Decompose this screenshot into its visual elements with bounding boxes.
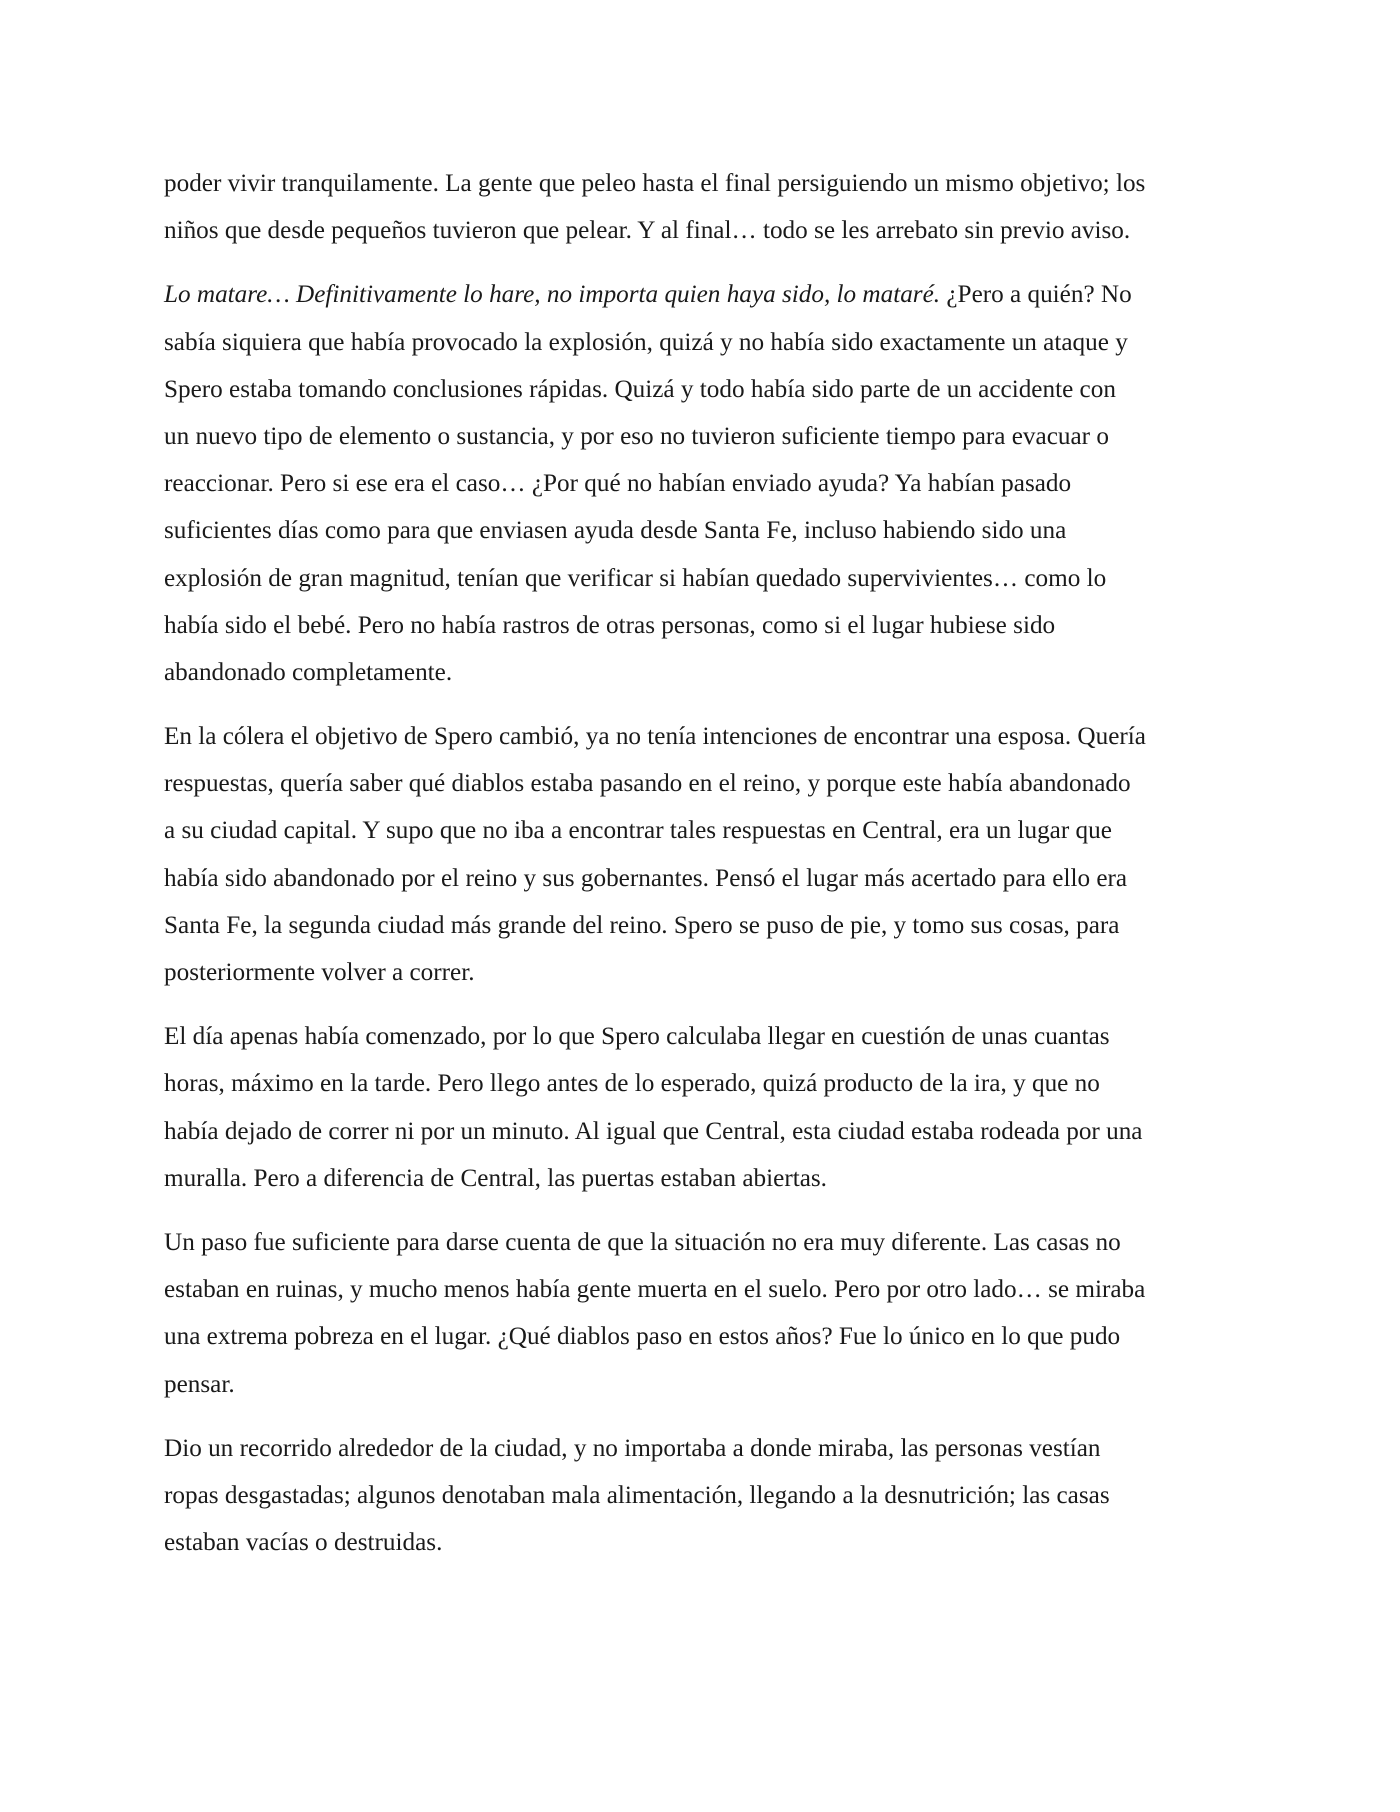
- text-line: Dio un recorrido alrededor de la ciudad, y no importaba a donde miraba, las personas vestían: [164, 1434, 1101, 1462]
- text-line: un nuevo tipo de elemento o sustancia, y por eso no tuvieron suficiente tiempo para evacuar o: [164, 422, 1109, 450]
- text-line: suficientes días como para que enviasen ayuda desde Santa Fe, incluso habiendo sido una: [164, 517, 1067, 545]
- text-line: pensar.: [164, 1370, 235, 1398]
- text-line: poder vivir tranquilamente. La gente que peleo hasta el final persiguiendo un mismo objetivo; los: [164, 170, 1146, 197]
- paragraph-1: [164, 160, 1244, 254]
- text-line: horas, máximo en la tarde. Pero llego antes de lo esperado, quizá producto de la ira, y que no: [164, 1070, 1100, 1098]
- text-line: sabía siquiera que había provocado la explosión, quizá y no había sido exactamente un ataque y: [164, 328, 1128, 356]
- text-line: posteriormente volver a correr.: [164, 959, 475, 986]
- text-line: muralla. Pero a diferencia de Central, las puertas estaban abiertas.: [164, 1164, 827, 1192]
- text-line: El día apenas había comenzado, por lo que Spero calculaba llegar en cuestión de unas cuantas: [164, 1023, 1110, 1051]
- text-line: a su ciudad capital. Y supo que no iba a encontrar tales respuestas en Central, era un lugar que: [164, 817, 1112, 845]
- paragraph-5: [164, 1219, 1244, 1408]
- text-line: [164, 271, 1244, 318]
- paragraph-4: [164, 1013, 1244, 1202]
- text-line: una extrema pobreza en el lugar. ¿Qué diablos paso en estos años? Fue lo único en lo que pudo: [164, 1323, 1121, 1351]
- text-line: había sido el bebé. Pero no había rastros de otras personas, como si el lugar hubiese sido: [164, 611, 1056, 639]
- italic-thought: Lo matare… Definitivamente lo hare, no importa quien haya sido, lo mataré.: [164, 281, 941, 309]
- text-line: reaccionar. Pero si ese era el caso… ¿Por qué no habían enviado ayuda? Ya habían pasado: [164, 470, 1072, 498]
- text-line: abandonado completamente.: [164, 658, 453, 686]
- paragraph-2: [164, 271, 1244, 696]
- text-line: había dejado de correr ni por un minuto. Al igual que Central, esta ciudad estaba rodeada por una: [164, 1117, 1143, 1145]
- text-line: explosión de gran magnitud, tenían que verificar si habían quedado supervivientes… como lo: [164, 564, 1107, 592]
- text-line: En la cólera el objetivo de Spero cambió, ya no tenía intenciones de encontrar una esposa. Quería: [164, 723, 1146, 751]
- text-line: Santa Fe, la segunda ciudad más grande del reino. Spero se puso de pie, y tomo sus cosas, para: [164, 911, 1120, 939]
- paragraph-6: [164, 1425, 1244, 1567]
- body-text: [164, 160, 1244, 1583]
- text-line: había sido abandonado por el reino y sus gobernantes. Pensó el lugar más acertado para ello era: [164, 864, 1128, 892]
- text-span: ¿Pero a quién? No: [940, 281, 1132, 309]
- paragraph-3: [164, 713, 1244, 996]
- text-line: respuestas, quería saber qué diablos estaba pasando en el reino, y porque este había abandonado: [164, 770, 1131, 798]
- text-line: estaban en ruinas, y mucho menos había gente muerta en el suelo. Pero por otro lado… se miraba: [164, 1276, 1146, 1304]
- text-line: estaban vacías o destruidas.: [164, 1529, 443, 1557]
- text-line: ropas desgastadas; algunos denotaban mala alimentación, llegando a la desnutrición; las casas: [164, 1481, 1110, 1509]
- text-line: Un paso fue suficiente para darse cuenta de que la situación no era muy diferente. Las casas no: [164, 1228, 1121, 1256]
- text-line: Spero estaba tomando conclusiones rápidas. Quizá y todo había sido parte de un accidente con: [164, 375, 1116, 403]
- text-line: niños que desde pequeños tuvieron que pelear. Y al final… todo se les arrebato sin previo aviso.: [164, 217, 1131, 245]
